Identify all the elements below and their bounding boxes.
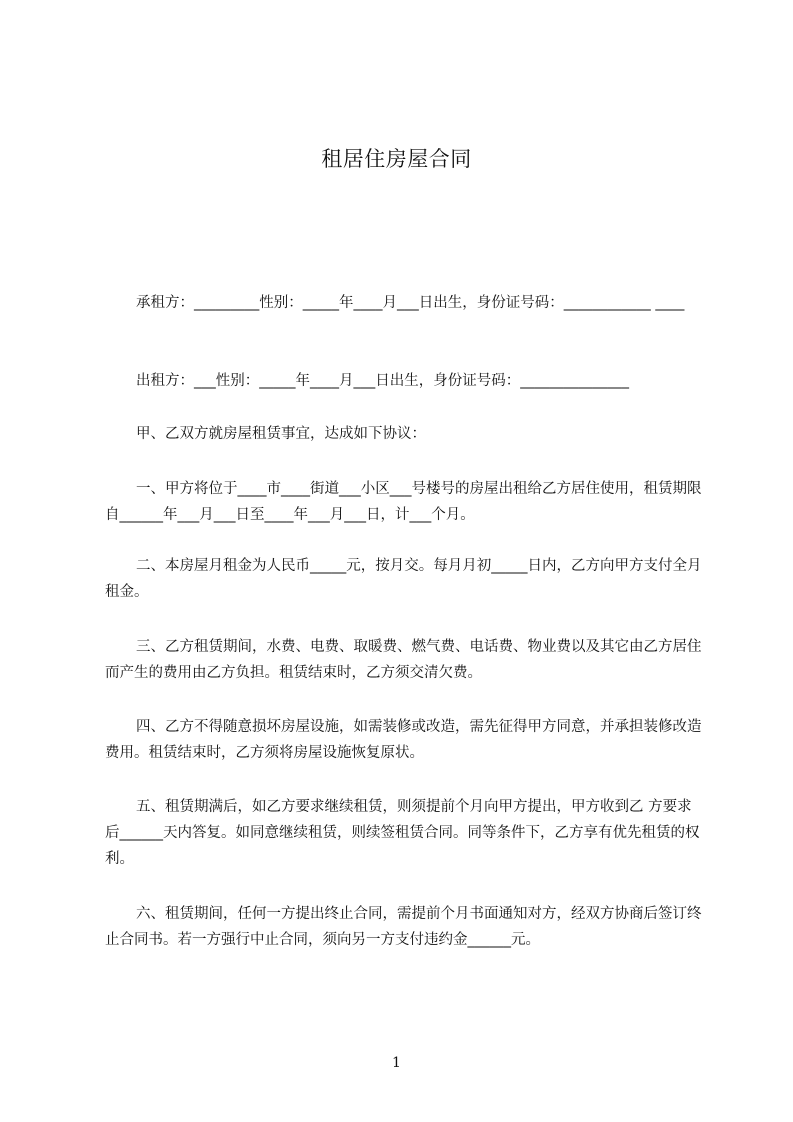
clause-text: 一、甲方将位于____市____街道___小区___号楼号的房屋出租给乙方居住使用，租赁期限自______年___月___日至____年___月___日，计___个月。 xyxy=(105,481,702,523)
lessee-line xyxy=(105,290,705,316)
clause-6 xyxy=(105,901,705,953)
clause-text: 三、乙方租赁期间，水费、电费、取暖费、燃气费、电话费、物业费以及其它由乙方居住而产生的费用由乙方负担。租赁结束时，乙方须交清欠费。 xyxy=(105,639,702,681)
document-title: 租居住房屋合同 xyxy=(321,147,472,171)
clause-5 xyxy=(105,794,705,872)
clause-4 xyxy=(105,714,705,766)
clause-text: 六、租赁期间，任何一方提出终止合同，需提前个月书面通知对方，经双方协商后签订终止合同书。若一方强行中止合同，须向另一方支付违约金______元。 xyxy=(105,906,702,948)
clause-text: 四、乙方不得随意损坏房屋设施，如需装修或改造，需先征得甲方同意，并承担装修改造费用。租赁结束时，乙方须将房屋设施恢复原状。 xyxy=(105,719,702,761)
lessor-line-text: 出租方：___性别：_____年____月___日出生，身份证号码：_______________ xyxy=(136,373,629,389)
clause-text: 五、租赁期满后，如乙方要求继续租赁，则须提前个月向甲方提出，甲方收到乙 方要求后______天内答复。如同意继续租赁，则续签租赁合同。同等条件下，乙方享有优先租赁的权利。 xyxy=(105,799,700,867)
agreement-intro-text: 甲、乙双方就房屋租赁事宜，达成如下协议： xyxy=(136,426,426,442)
clause-1 xyxy=(105,476,705,528)
clause-3 xyxy=(105,634,705,686)
clause-text: 二、本房屋月租金为人民币_____元，按月交。每月月初_____日内，乙方向甲方支付全月租金。 xyxy=(105,558,702,600)
lessor-line xyxy=(105,368,705,394)
page-number: 1 xyxy=(392,1055,401,1071)
clause-2 xyxy=(105,553,705,605)
agreement-intro xyxy=(105,421,705,447)
lessee-line-text: 承租方：_________性别：_____年____月___日出生，身份证号码：____________ ____ xyxy=(136,295,685,311)
